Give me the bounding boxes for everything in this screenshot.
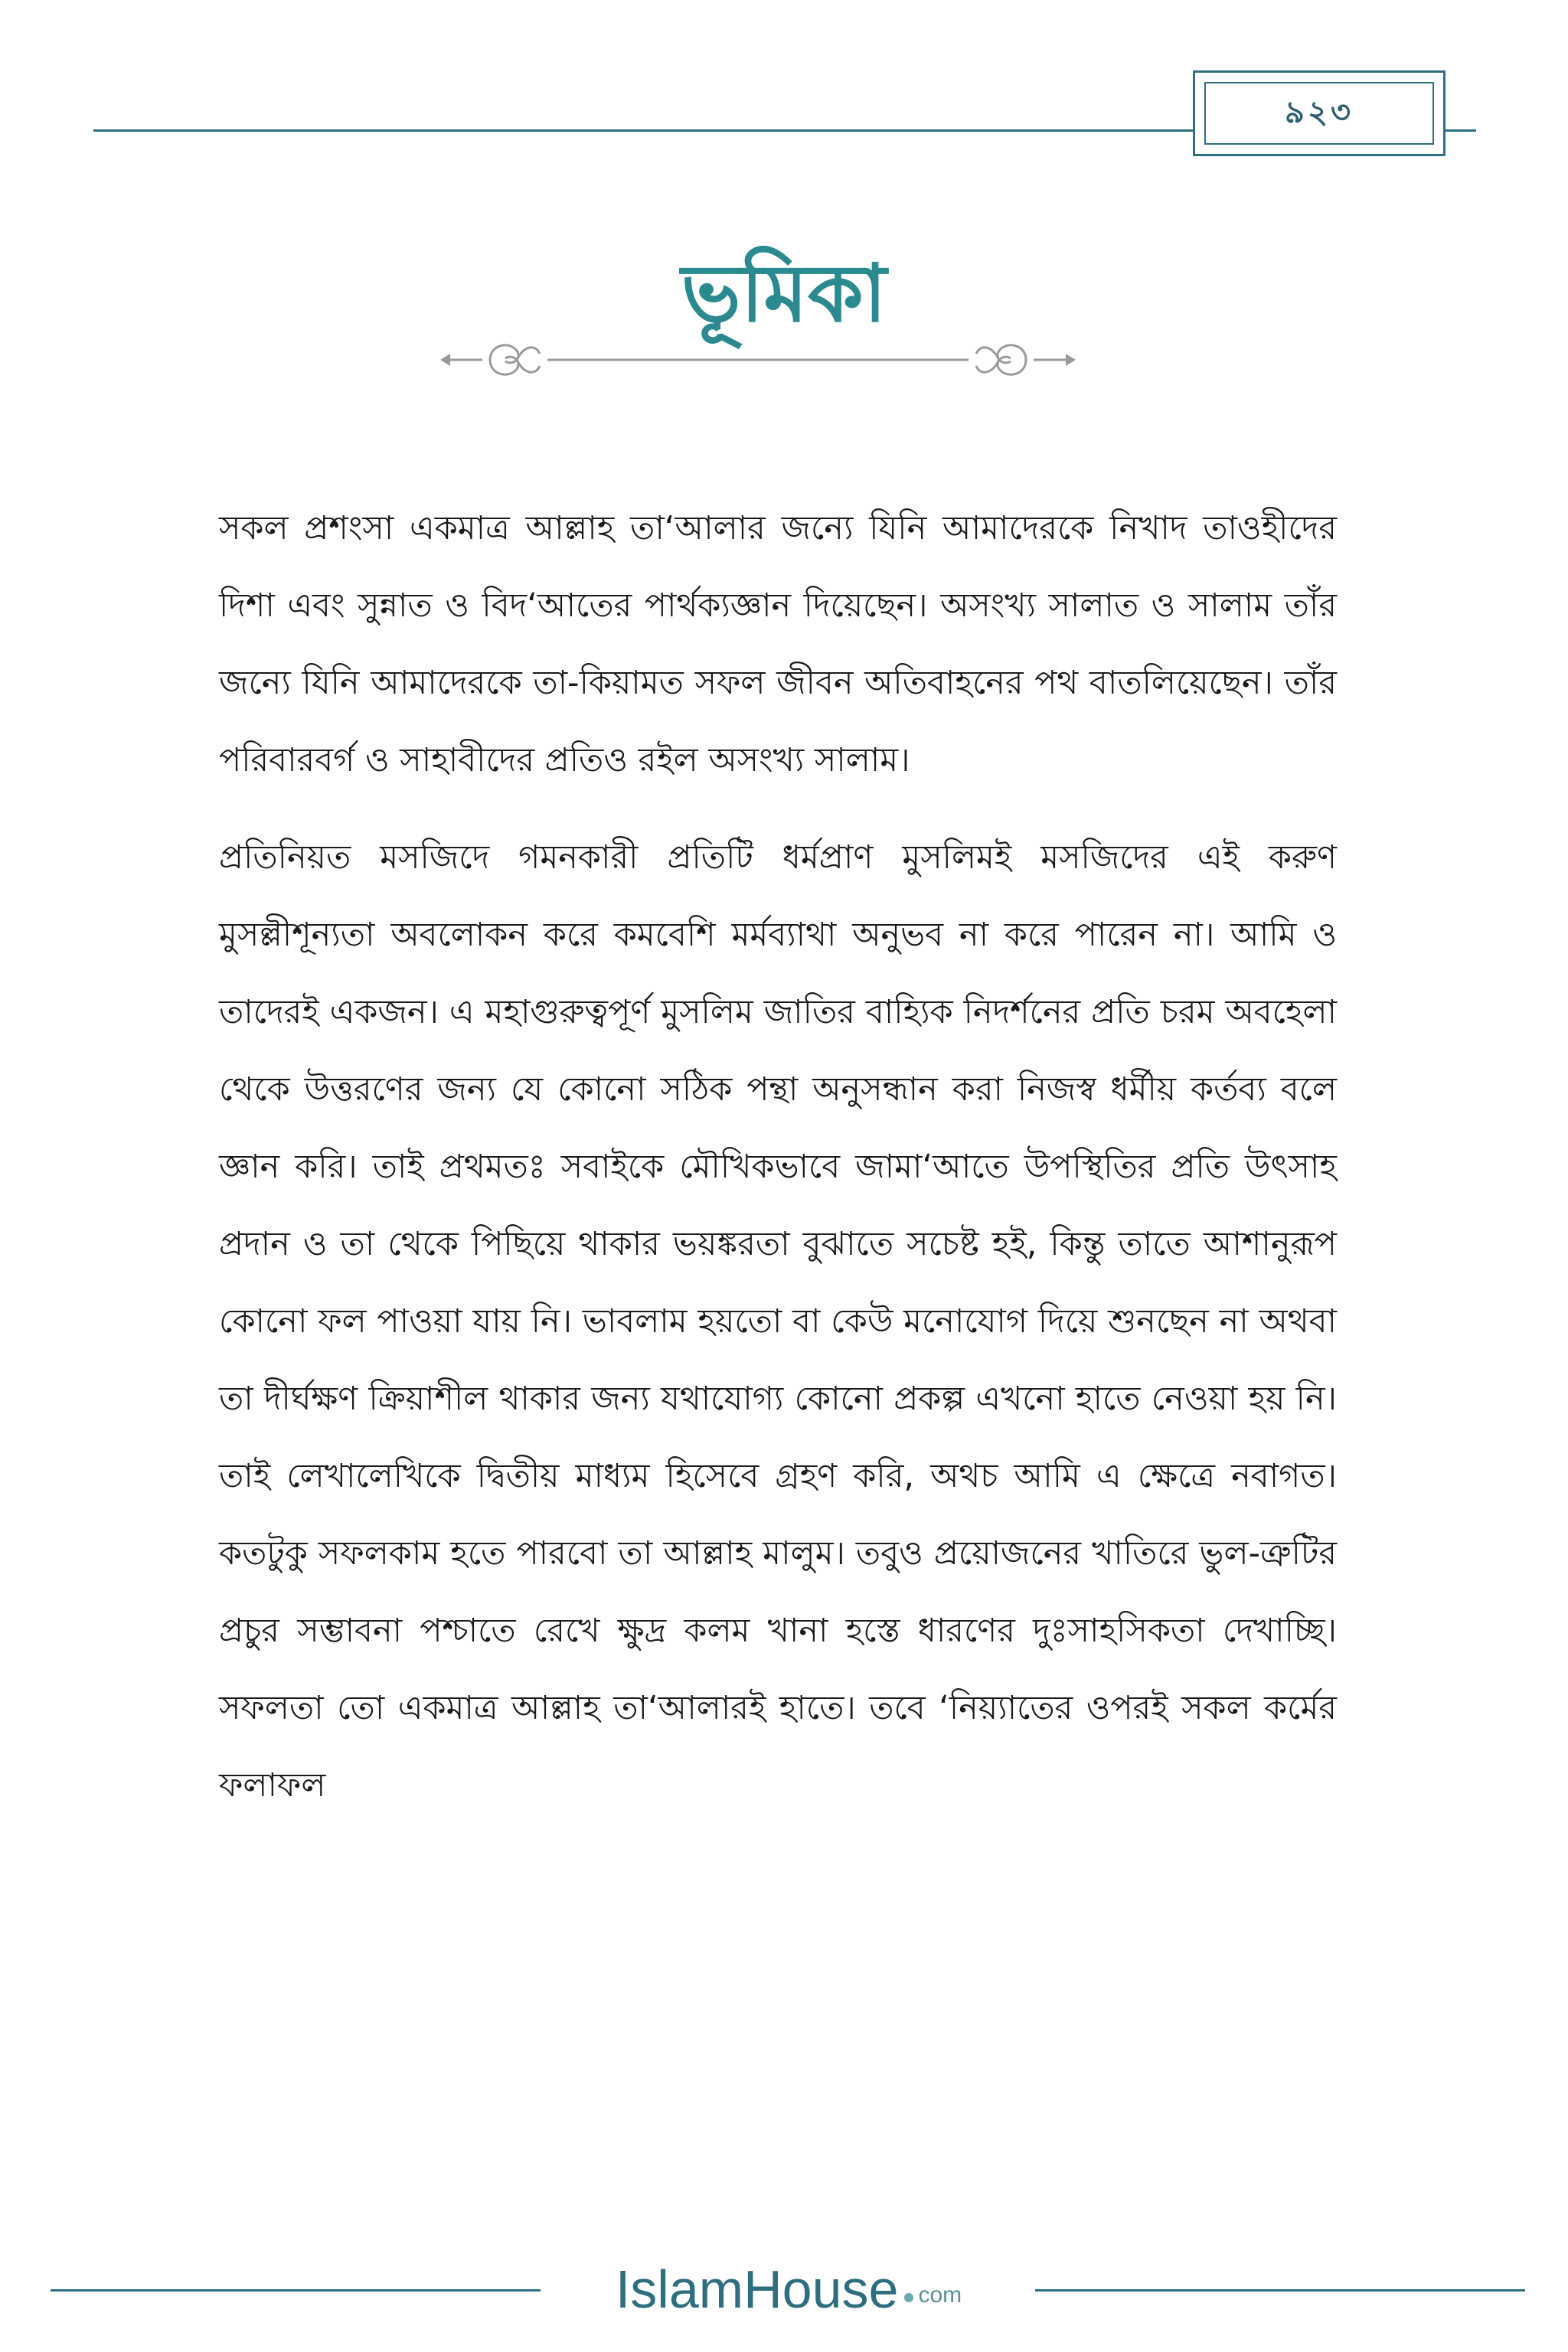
islamhouse-logo (551, 2255, 1026, 2324)
footer-rule-right (1035, 2289, 1525, 2292)
paragraph-1: সকল প্রশংসা একমাত্র আল্লাহ তা‘আলার জন্যে যিনি আমাদেরকে নিখাদ তাওহীদের দিশা এবং সুন্নাত ও বিদ‘আতের পার্থক্যজ্ঞান দিয়েছেন। অসংখ্য সালাত ও সালাম তাঁর জন্যে যিনি আমাদেরকে তা-কিয়ামত সফল জীবন অতিবাহনের পথ বাতলিয়েছেন। তাঁর পরিবারবর্গ ও সাহাবীদের প্রতিও রইল অসংখ্য সালাম। (219, 509, 1337, 779)
right-flourish-curl-top (998, 345, 1026, 363)
page-number-frame (1193, 70, 1446, 156)
logo-suffix: com (918, 2282, 962, 2308)
body-text (219, 490, 1337, 1844)
left-flourish-leaf-bottom (517, 360, 540, 372)
right-flourish-leaf-bottom (976, 360, 999, 372)
left-flourish-leaf-top (517, 348, 540, 360)
page-number: ৯২৩ (1204, 82, 1434, 145)
paragraph-2: প্রতিনিয়ত মসজিদে গমনকারী প্রতিটি ধর্মপ্রাণ মুসলিমই মসজিদের এই করুণ মুসল্লীশূন্যতা অবলোকন করে কমবেশি মর্মব্যাথা অনুভব না করে পারেন না। আমি ও তাদেরই একজন। এ মহাগুরুত্বপূর্ণ মুসলিম জাতির বাহ্যিক নিদর্শনের প্রতি চরম অবহেলা থেকে উত্তরণের জন্য যে কোনো সঠিক পন্থা অনুসন্ধান করা নিজস্ব ধর্মীয় কর্তব্য বলে জ্ঞান করি। তাই প্রথমতঃ সবাইকে মৌখিকভাবে জামা‘আতে উপস্থিতির প্রতি উৎসাহ প্রদান ও তা থেকে পিছিয়ে থাকার ভয়ঙ্করতা বুঝাতে সচেষ্ট হই, কিন্তু তাতে আশানুরূপ কোনো ফল পাওয়া যায় নি। ভাবলাম হয়তো বা কেউ মনোযোগ দিয়ে শুনছেন না অথবা তা দীর্ঘক্ষণ ক্রিয়াশীল থাকার জন্য যথাযোগ্য কোনো প্রকল্প এখনো হাতে নেওয়া হয় নি। তাই লেখালেখিকে দ্বিতীয় মাধ্যম হিসেবে গ্রহণ করি, অথচ আমি এ ক্ষেত্রে নবাগত। কতটুকু সফলকাম হতে পারবো তা আল্লাহ মালুম। তবুও প্রয়োজনের খাতিরে ভুল-ত্রুটির প্রচুর সম্ভাবনা পশ্চাতে রেখে ক্ষুদ্র কলম খানা হস্তে ধারণের দুঃসাহসিকতা দেখাচ্ছি। সফলতা তো একমাত্র আল্লাহ তা‘আলারই হাতে। তবে ‘নিয়্যাতের ওপরই সকল কর্মের ফলাফল (219, 838, 1337, 1805)
ornament-divider (429, 322, 1087, 398)
left-arrow-tip (440, 354, 450, 366)
logo-wordmark: IslamHouse (615, 2259, 899, 2319)
right-arrow-tip (1066, 354, 1076, 366)
right-flourish-curl-bottom (998, 357, 1026, 374)
page-title: ভূমিকা (681, 247, 887, 340)
footer-rule-left (51, 2289, 541, 2292)
left-flourish-curl-top (490, 345, 518, 363)
logo-dot (904, 2293, 913, 2302)
right-flourish-leaf-top (976, 348, 999, 360)
left-flourish-curl-bottom (490, 357, 518, 374)
